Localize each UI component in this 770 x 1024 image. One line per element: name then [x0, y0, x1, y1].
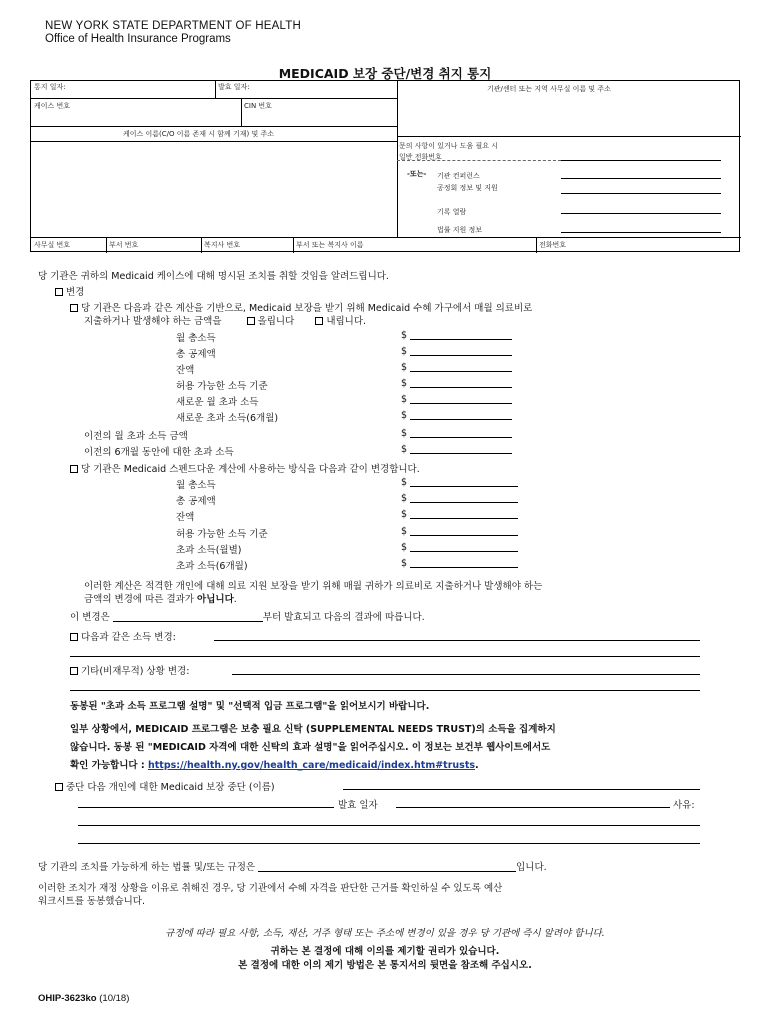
appeal-right-text: 귀하는 본 결정에 대해 이의를 제기할 권리가 있습니다.	[270, 946, 500, 957]
lower-checkbox[interactable]	[315, 317, 323, 325]
amount-a-4[interactable]: $	[401, 394, 512, 405]
agency-address-label: 기관/센터 또는 지역 사무실 이름 및 주소	[487, 85, 611, 93]
reason-label: 사유:	[673, 800, 695, 811]
other-change-field[interactable]	[232, 674, 700, 675]
amount-a-5[interactable]: $	[401, 410, 512, 421]
agency-name: NEW YORK STATE DEPARTMENT OF HEALTH	[45, 20, 301, 32]
trust-line3: 확인 가능합니다 : https://health.ny.gov/health_care/medicaid/index.htm#trusts.	[70, 760, 479, 771]
read-booklet-text: 동봉된 "초과 소득 프로그램 설명" 및 "선택적 입금 프로그램"을 읽어보시기 바랍니다.	[70, 701, 430, 712]
other-change-option[interactable]: 기타(비재무적) 상황 변경:	[70, 663, 189, 677]
amount-a-0[interactable]: $	[401, 330, 512, 341]
income-change-checkbox[interactable]	[70, 633, 78, 641]
item-a-0: 월 총소득	[176, 333, 216, 344]
other-change-checkbox[interactable]	[70, 667, 78, 675]
discontinue-date-field[interactable]	[396, 807, 670, 808]
item-a-1: 총 공제액	[176, 349, 216, 360]
amount-b-2[interactable]: $	[401, 509, 518, 520]
calc-option[interactable]: 당 기관은 다음과 같은 계산을 기반으로, Medicaid 보장을 받기 위해 Medicaid 수혜 가구에서 매월 의료비로	[70, 300, 532, 314]
agency-conference-label: 기관 컨퍼런스	[437, 172, 480, 180]
questions-label: 문의 사항이 있거나 도움 필요 시	[399, 142, 499, 150]
amount-b-1[interactable]: $	[401, 493, 518, 504]
or-label: -또는-	[407, 170, 427, 178]
income-change-option[interactable]: 다음과 같은 소득 변경:	[70, 629, 176, 643]
unit-number-label: 부서 번호	[109, 241, 139, 249]
phone-number-label: 전화번호	[539, 241, 567, 249]
amount-b-5[interactable]: $	[401, 558, 518, 569]
item-b-5: 초과 소득(6개월)	[176, 561, 248, 572]
calc-line2: 지출하거나 발생해야 하는 금액을 올립니다 내립니다.	[84, 316, 367, 327]
spenddown-option[interactable]: 당 기관은 Medicaid 스펜드다운 계산에 사용하는 방식을 다음과 같이 변경합니다.	[70, 461, 420, 475]
change-checkbox[interactable]	[55, 288, 63, 296]
worker-number-label: 복지사 번호	[204, 241, 241, 249]
page-title: MEDICAID 보장 중단/변경 취지 통지	[278, 66, 492, 81]
general-phone-label: 일반 전화번호	[399, 153, 442, 161]
fair-hearing-label: 공정회 정보 및 지원	[437, 184, 498, 192]
change-option[interactable]: 변경	[55, 284, 84, 298]
item-b-3: 허용 가능한 소득 기준	[176, 529, 268, 540]
prev-monthly-label: 이전의 월 초과 소득 금액	[84, 431, 188, 442]
reason-field-2[interactable]	[78, 843, 700, 844]
other-change-field-2[interactable]	[70, 690, 700, 691]
income-change-field[interactable]	[214, 640, 700, 641]
item-b-4: 초과 소득(월별)	[176, 545, 242, 556]
case-name-label: 케이스 이름(C/O 이름 존재 시 함께 기재) 및 주소	[123, 130, 274, 138]
item-b-0: 월 총소득	[176, 480, 216, 491]
form-top-box	[30, 80, 740, 252]
record-access-label: 기록 열람	[437, 208, 467, 216]
case-number-label: 케이스 번호	[34, 102, 71, 110]
calc-checkbox[interactable]	[70, 304, 78, 312]
effective-date-label: 발효 일자	[338, 800, 378, 811]
discontinue-name-field[interactable]	[343, 789, 700, 790]
form-id: OHIP-3623ko (10/18)	[38, 993, 130, 1004]
trusts-link[interactable]: https://health.ny.gov/health_care/medicaid/index.htm#trusts	[147, 760, 476, 771]
legal-aid-label: 법률 지원 정보	[437, 226, 483, 234]
office-name: Office of Health Insurance Programs	[45, 33, 231, 45]
notice-date-label: 통지 일자:	[34, 83, 66, 91]
item-b-2: 잔액	[176, 512, 195, 523]
effective-date-field[interactable]	[113, 612, 263, 622]
effective-line: 이 변경은 부터 발효되고 다음의 결과에 따릅니다.	[70, 612, 425, 623]
raise-checkbox[interactable]	[247, 317, 255, 325]
office-number-label: 사무실 번호	[34, 241, 71, 249]
item-a-2: 잔액	[176, 365, 195, 376]
prev-six-label: 이전의 6개월 동안에 대한 초과 소득	[84, 447, 234, 458]
amount-a-1[interactable]: $	[401, 346, 512, 357]
item-a-3: 허용 가능한 소득 기준	[176, 381, 268, 392]
reason-field[interactable]	[78, 825, 700, 826]
discontinue-option[interactable]: 중단 다음 개인에 대한 Medicaid 보장 중단 (이름)	[55, 779, 275, 793]
law-line: 당 기관의 조치를 가능하게 하는 법률 및/또는 규정은 입니다.	[38, 862, 547, 873]
amount-b-0[interactable]: $	[401, 477, 518, 488]
result-line2: 금액의 변경에 따른 결과가 아닙니다.	[84, 594, 237, 605]
unit-worker-name-label: 부서 또는 복지사 이름	[296, 241, 364, 249]
issue-date-label: 발효 일자:	[218, 83, 250, 91]
cin-number-label: CIN 번호	[244, 102, 272, 110]
amount-prev-six[interactable]: $	[401, 444, 512, 455]
appeal-howto-text: 본 결정에 대한 이의 제기 방법은 본 통지서의 뒷면을 참조해 주십시오.	[238, 960, 532, 971]
item-a-4: 새로운 월 초과 소득	[176, 397, 259, 408]
discontinue-checkbox[interactable]	[55, 783, 63, 791]
amount-b-3[interactable]: $	[401, 526, 518, 537]
item-b-1: 총 공제액	[176, 496, 216, 507]
discontinue-name-field-2[interactable]	[78, 807, 334, 808]
amount-a-3[interactable]: $	[401, 378, 512, 389]
item-a-5: 새로운 초과 소득(6개월)	[176, 413, 279, 424]
budget-line1: 이러한 조치가 재정 상황을 이유로 취해진 경우, 당 기관에서 수혜 자격을 판단한 근거를 확인하실 수 있도록 예산	[38, 883, 503, 894]
amount-b-4[interactable]: $	[401, 542, 518, 553]
income-change-field-2[interactable]	[70, 656, 700, 657]
law-field[interactable]	[258, 862, 516, 872]
notify-text: 규정에 따라 필요 사항, 소득, 재산, 거주 형태 또는 주소에 변경이 있을 경우 당 기관에 즉시 알려야 합니다.	[165, 928, 605, 939]
budget-line2: 워크시트를 동봉했습니다.	[38, 896, 145, 907]
trust-line1: 일부 상황에서, MEDICAID 프로그램은 보충 필요 신탁 (SUPPLEMENTAL NEEDS TRUST)의 소득을 집계하지	[70, 724, 556, 735]
result-line1: 이러한 계산은 적격한 개인에 대해 의료 지원 보장을 받기 위해 매월 귀하가 의료비로 지출하거나 발생해야 하는	[84, 581, 543, 592]
trust-line2: 않습니다. 동봉 된 "MEDICAID 자격에 대한 신탁의 효과 설명"을 읽어주십시오. 이 정보는 보건부 웹사이트에서도	[70, 742, 551, 753]
amount-prev-monthly[interactable]: $	[401, 428, 512, 439]
intro-text: 당 기관은 귀하의 Medicaid 케이스에 대해 명시된 조치를 취할 것임을 알려드립니다.	[38, 271, 389, 282]
amount-a-2[interactable]: $	[401, 362, 512, 373]
spenddown-checkbox[interactable]	[70, 465, 78, 473]
